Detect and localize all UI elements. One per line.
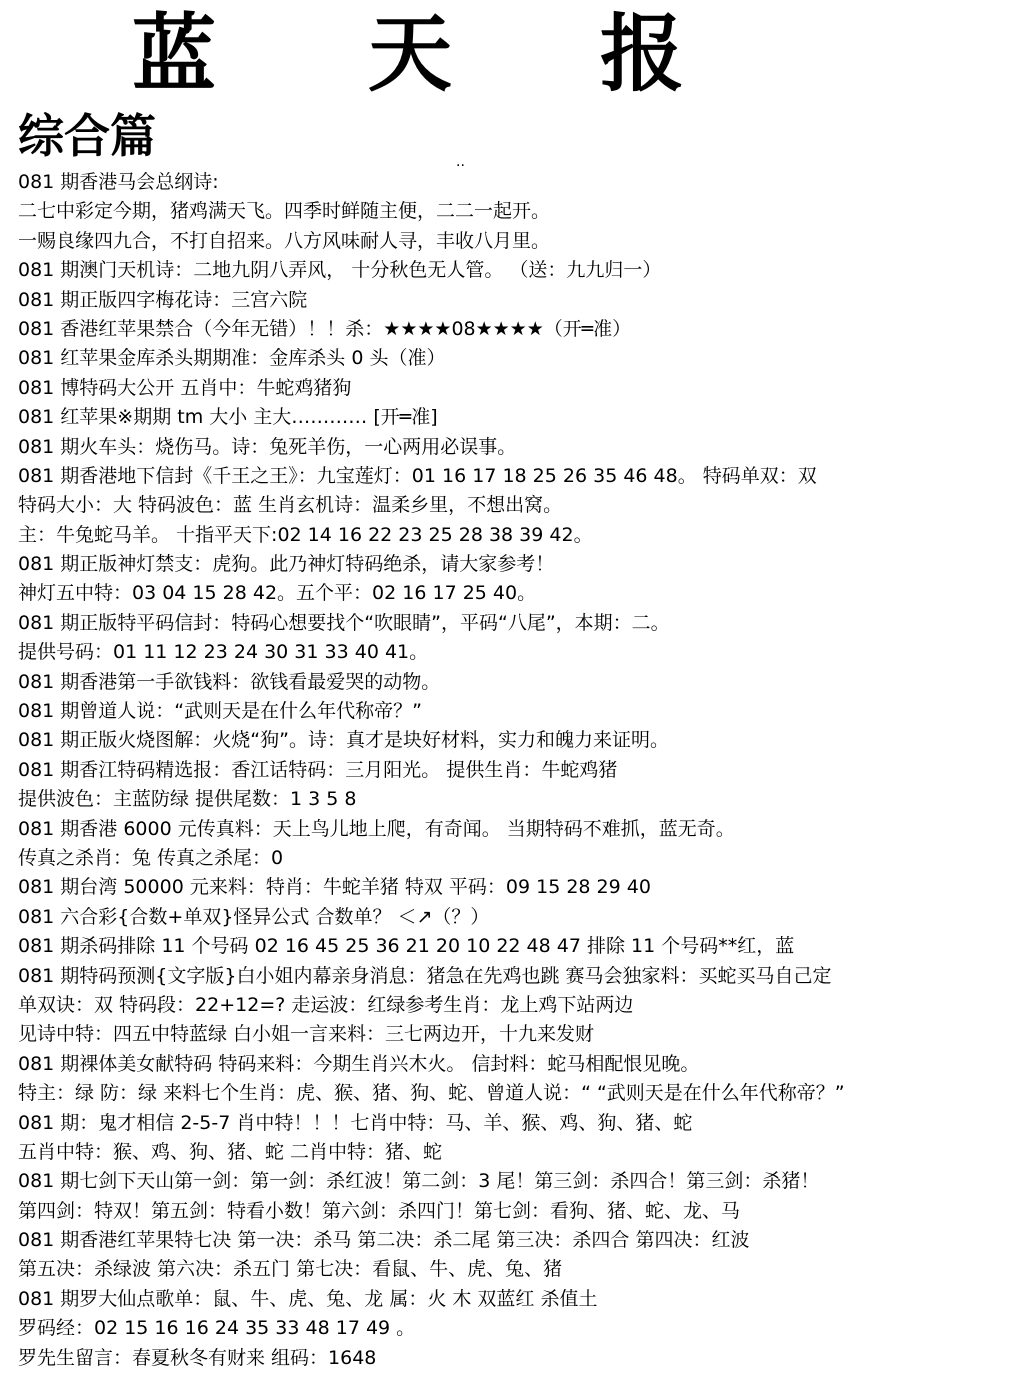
decorative-dots: ··	[456, 158, 465, 174]
content-line: 081 六合彩{合数+单双}怪异公式 合数单？ ＜↗（？）	[18, 905, 490, 928]
content-line: 特码大小：大 特码波色：蓝 生肖玄机诗：温柔乡里，不想出窝。	[18, 494, 563, 517]
content-line: 传真之杀肖：兔 传真之杀尾：0	[18, 846, 284, 869]
content-line: 081 期裸体美女献特码 特码来料：今期生肖兴木火。 信封料：蛇马相配恨见晚。	[18, 1052, 700, 1075]
content-line: 081 期正版四字梅花诗：三宫六院	[18, 288, 308, 311]
content-line: 第五决：杀绿波 第六决：杀五门 第七决：看鼠、牛、虎、兔、猪	[18, 1258, 563, 1281]
content-line: 罗码经：02 15 16 16 24 35 33 48 17 49 。	[18, 1317, 416, 1340]
content-line: 081 期杀码排除 11 个号码 02 16 45 25 36 21 20 10 22 48 47 排除 11 个号码**红，蓝	[18, 935, 795, 958]
content-line: 081 期香江特码精选报：香江话特码：三月阳光。 提供生肖：牛蛇鸡猪	[18, 758, 618, 781]
content-line: 提供号码：01 11 12 23 24 30 31 33 40 41。	[18, 641, 429, 664]
masthead-char-2: 天	[368, 4, 453, 103]
content-line: 见诗中特：四五中特蓝绿 白小姐一言来料：三七两边开，十九来发财	[18, 1023, 595, 1046]
content-line: 一赐良缘四九合，不打自招来。八方风味耐人寻，丰收八月里。	[18, 229, 551, 252]
content-line: 081 香港红苹果禁合（今年无错）！！杀：★★★★08★★★★（开═准）	[18, 317, 632, 340]
content-line: 081 博特码大公开 五肖中：牛蛇鸡猪狗	[18, 376, 352, 399]
content-line: 五肖中特：猴、鸡、狗、猪、蛇 二肖中特：猪、蛇	[18, 1140, 443, 1163]
content-line: 081 期特码预测{文字版}白小姐内幕亲身消息：猪急在先鸡也跳 赛马会独家料：买蛇买马自己定	[18, 964, 832, 987]
content-line: 081 期罗大仙点歌单：鼠、牛、虎、兔、龙 属：火 木 双蓝红 杀值土	[18, 1287, 598, 1310]
content-line: 081 红苹果金库杀头期期准：金库杀头 0 头（准）	[18, 347, 446, 370]
content-line: 提供波色：主蓝防绿 提供尾数：1 3 5 8	[18, 788, 357, 811]
content-line: 081 期香港 6000 元传真料：天上鸟儿地上爬，有奇闻。 当期特码不难抓，蓝无奇。	[18, 817, 735, 840]
content-line: 081 期火车头：烧伤马。诗：兔死羊伤，一心两用必误事。	[18, 435, 517, 458]
content-line: 081 期曾道人说：“武则天是在什么年代称帝？”	[18, 700, 422, 723]
content-line: 081 期正版火烧图解：火烧“狗”。诗：真才是块好材料，实力和魄力来证明。	[18, 729, 669, 752]
content-line: 081 期正版神灯禁支：虎狗。此乃神灯特码绝杀，请大家参考！	[18, 553, 555, 576]
content-line: 081 期香港红苹果特七决 第一决：杀马 第二决：杀二尾 第三决：杀四合 第四决：红波	[18, 1229, 750, 1252]
content-line: 081 红苹果※期期 tm 大小 主大………… [开═准]	[18, 406, 438, 429]
content-line: 特主：绿 防：绿 来料七个生肖：虎、猴、猪、狗、蛇、曾道人说：“ “武则天是在什么年代称帝？”	[18, 1082, 845, 1105]
masthead-char-1: 蓝	[132, 4, 217, 103]
content-line: 081 期台湾 50000 元来料：特肖：牛蛇羊猪 特双 平码：09 15 28 29 40	[18, 876, 651, 899]
content-line: 081 期澳门天机诗：二地九阴八弄风， 十分秋色无人管。 （送：九九归一）	[18, 259, 662, 282]
content-line: 081 期七剑下天山第一剑：第一剑：杀红波！第二剑：3 尾！第三剑：杀四合！第三剑：杀猪！	[18, 1170, 820, 1193]
content-lines	[18, 168, 1018, 1373]
masthead-char-3: 报	[600, 4, 685, 103]
content-line: 081 期：鬼才相信 2-5-7 肖中特！！！七肖中特：马、羊、猴、鸡、狗、猪、蛇	[18, 1111, 693, 1134]
content-line: 神灯五中特：03 04 15 28 42。五个平：02 16 17 25 40。	[18, 582, 537, 605]
section-heading: 综合篇	[18, 109, 156, 163]
content-line: 081 期香港地下信封《千王之王》：九宝莲灯：01 16 17 18 25 26 35 46 48。 特码单双：双	[18, 464, 817, 487]
content-line: 081 期香港第一手欲钱料：欲钱看最爱哭的动物。	[18, 670, 441, 693]
content-line: 单双诀：双 特码段：22+12=? 走运波：红绿参考生肖：龙上鸡下站两边	[18, 993, 634, 1016]
content-line: 081 期香港马会总纲诗:	[18, 171, 219, 193]
masthead-title	[0, 4, 1024, 103]
content-line: 第四剑：特双！第五剑：特看小数！第六剑：杀四门！第七剑：看狗、猪、蛇、龙、马	[18, 1199, 741, 1222]
content-line: 主：牛兔蛇马羊。 十指平天下:02 14 16 22 23 25 28 38 39 42。	[18, 523, 593, 546]
content-line: 二七中彩定今期，猪鸡满天飞。四季时鲜随主便，二二一起开。	[18, 200, 551, 223]
content-line: 081 期正版特平码信封：特码心想要找个“吹眼睛”，平码“八尾”，本期：二。	[18, 611, 670, 634]
content-line: 罗先生留言：春夏秋冬有财来 组码：1648	[18, 1346, 377, 1369]
